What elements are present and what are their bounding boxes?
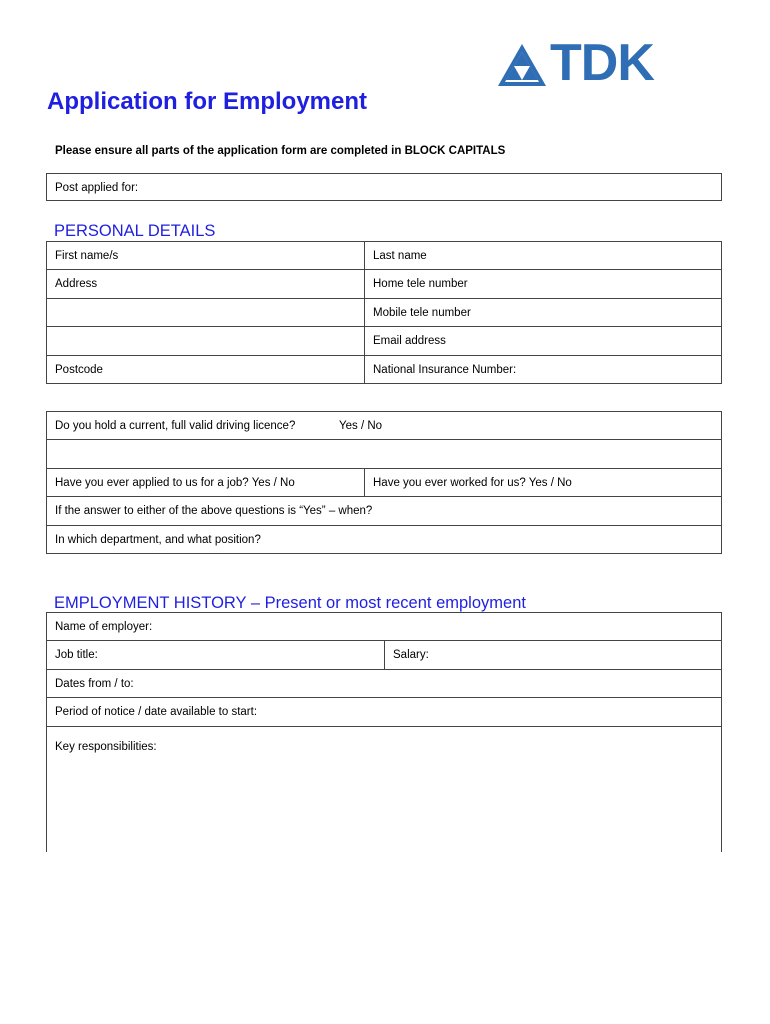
table-row: [47, 241, 721, 269]
email-field[interactable]: Email address: [373, 335, 446, 348]
home-tel-field[interactable]: Home tele number: [373, 278, 468, 291]
dates-field[interactable]: Dates from / to:: [55, 677, 134, 690]
postcode-field[interactable]: Postcode: [55, 363, 103, 376]
table-row: [47, 640, 721, 668]
table-row: [47, 355, 721, 383]
responsibilities-label: Key responsibilities:: [55, 740, 157, 753]
table-row: [47, 669, 721, 697]
tdk-logo-icon: [496, 42, 548, 88]
questions-table: [46, 411, 722, 554]
address-line-field[interactable]: [47, 299, 364, 326]
post-applied-label: Post applied for:: [55, 182, 139, 194]
employment-history-heading: EMPLOYMENT HISTORY – Present or most recent employment: [54, 594, 526, 612]
page-title: Application for Employment: [47, 88, 368, 115]
blank-answer-field[interactable]: [47, 440, 721, 467]
tdk-logo-text: TDK: [550, 34, 654, 92]
table-row: [47, 326, 721, 354]
table-row: [47, 269, 721, 297]
ni-number-field[interactable]: National Insurance Number:: [373, 363, 517, 376]
table-row: [47, 697, 721, 725]
licence-question: Do you hold a current, full valid driving licence?: [55, 420, 296, 432]
department-question[interactable]: In which department, and what position?: [55, 533, 261, 546]
address-line-field[interactable]: [47, 327, 364, 354]
table-row: [47, 612, 721, 640]
licence-yes-no[interactable]: Yes / No: [339, 420, 383, 432]
table-row: [47, 496, 721, 524]
last-name-field[interactable]: Last name: [373, 250, 427, 262]
table-row: [47, 439, 721, 467]
table-row: [47, 411, 721, 439]
job-title-field[interactable]: Job title:: [55, 649, 98, 662]
notice-field[interactable]: Period of notice / date available to start:: [55, 706, 258, 719]
salary-field[interactable]: Salary:: [393, 649, 429, 662]
personal-details-heading: PERSONAL DETAILS: [54, 222, 216, 240]
table-row: [47, 468, 721, 496]
table-row: [47, 525, 721, 553]
post-applied-table: [46, 173, 722, 201]
instruction-text: Please ensure all parts of the application form are completed in BLOCK CAPITALS: [55, 145, 506, 157]
worked-before-question[interactable]: Have you ever worked for us? Yes / No: [373, 476, 572, 489]
table-row: [47, 298, 721, 326]
applied-before-question[interactable]: Have you ever applied to us for a job? Yes / No: [55, 476, 295, 489]
employer-field[interactable]: Name of employer:: [55, 621, 153, 633]
first-name-field[interactable]: First name/s: [55, 250, 119, 262]
when-question[interactable]: If the answer to either of the above questions is “Yes” – when?: [55, 505, 373, 518]
employment-table: [46, 612, 722, 852]
tdk-logo: [496, 34, 706, 92]
address-field[interactable]: Address: [55, 278, 98, 291]
personal-details-table: [46, 241, 722, 384]
mobile-tel-field[interactable]: Mobile tele number: [373, 306, 471, 319]
responsibilities-field[interactable]: [47, 726, 721, 852]
post-applied-field[interactable]: [46, 173, 722, 201]
